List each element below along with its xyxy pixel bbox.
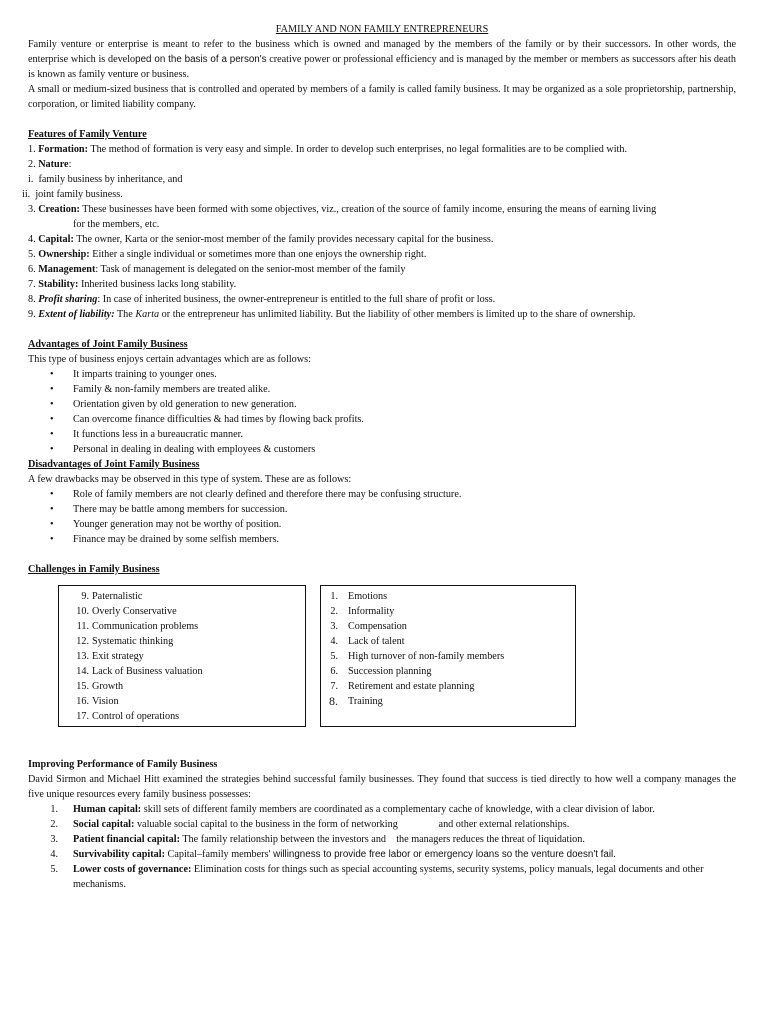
improving-heading: Improving Performance of Family Business: [28, 759, 218, 770]
feature-item: 9. Extent of liability: The Karta or the entrepreneur has unlimited liability. But the liability of other members is limited up to the share of ownership.: [28, 309, 636, 320]
challenge-item: 3. Compensation: [330, 621, 407, 632]
disadvantages-intro: A few drawbacks may be observed in this type of system. These are as follows:: [28, 474, 352, 485]
challenge-item: 12. Systematic thinking: [76, 636, 174, 647]
advantages-list: [28, 367, 736, 457]
challenges-boxes: [28, 585, 736, 727]
list-item: • It functions less in a bureaucratic manner.: [28, 427, 736, 442]
challenge-item: 11. Communication problems: [76, 621, 199, 632]
challenges-box-right: [320, 585, 576, 727]
challenge-item: 10. Overly Conservative: [76, 606, 177, 617]
feature-item: 5. Ownership: Either a single individual or sometimes more than one enjoys the ownership right.: [28, 249, 427, 260]
disadvantages-list: [28, 487, 736, 547]
list-item: • There may be battle among members for succession.: [28, 502, 736, 517]
disadvantages-heading: Disadvantages of Joint Family Business: [28, 459, 200, 470]
list-item: 1. Human capital: skill sets of different family members are coordinated as a complementary cache of knowledge, with a clear division of labor.: [50, 804, 655, 815]
feature-item: 3. Creation: These businesses have been formed with some objectives, viz., creation of the source of family income, ensuring the means of earning living: [28, 204, 657, 215]
challenge-item: 8. Training: [329, 694, 383, 708]
list-item: • Family & non-family members are treated alike.: [28, 382, 736, 397]
feature-item: 6. Management: Task of management is delegated on the senior-most member of the family: [28, 264, 406, 275]
feature-item: 2. Nature:: [28, 159, 72, 170]
list-item: • Can overcome finance difficulties & had times by flowing back profits.: [28, 412, 736, 427]
challenge-item: 2. Informality: [330, 606, 395, 617]
challenge-item: 1. Emotions: [330, 591, 388, 602]
page-title: FAMILY AND NON FAMILY ENTREPRENEURS: [275, 24, 489, 35]
intro-paragraph-1: [28, 37, 736, 82]
challenge-item: 4. Lack of talent: [330, 636, 405, 647]
challenge-item: 6. Succession planning: [330, 666, 432, 677]
improving-intro: David Sirmon and Michael Hitt examined the strategies behind successful family businesses. They found that success is tied directly to how well a company manages the five unique resources every family business possesses:: [28, 774, 736, 800]
challenges-heading: Challenges in Family Business: [28, 564, 160, 575]
improving-list: [28, 802, 736, 892]
challenge-item: 17. Control of operations: [76, 711, 180, 722]
challenges-box-left: [58, 585, 306, 727]
intro-paragraph-2: [28, 82, 736, 112]
document: [22, 22, 736, 892]
list-item: 3. Patient financial capital: The family relationship between the investors and the managers reduces the threat of liquidation.: [50, 834, 585, 845]
list-item: • Role of family members are not clearly defined and therefore there may be confusing structure.: [28, 487, 736, 502]
list-item: • Finance may be drained by some selfish members.: [28, 532, 736, 547]
advantages-intro: This type of business enjoys certain advantages which are as follows:: [28, 354, 311, 365]
intro-text-sans: ped on the basis of a person's: [135, 54, 267, 65]
list-item: 5. Lower costs of governance: Elimination costs for things such as special accounting systems, security systems, policy manuals, legal documents and other mechanisms.: [50, 864, 704, 890]
challenge-item: 7. Retirement and estate planning: [330, 681, 475, 692]
list-item: 4. Survivability capital: Capital–family members' willingness to provide free labor or emergency loans so the venture doesn't fail.: [50, 849, 616, 860]
list-item: 2. Social capital: valuable social capital to the business in the form of networking and other external relationships.: [50, 819, 570, 830]
advantages-heading: Advantages of Joint Family Business: [28, 339, 188, 350]
challenge-item: 16. Vision: [76, 696, 119, 707]
list-item: • Younger generation may not be worthy of position.: [28, 517, 736, 532]
feature-item-continuation: for the members, etc.: [73, 219, 160, 230]
intro-text: A small or medium-sized business that is controlled and operated by members of a family is called family business. It may be organized as a sole proprietorship, partnership, corporation, or limited liability company.: [28, 84, 736, 110]
challenge-item: 9. Paternalistic: [81, 591, 143, 602]
intro-text: creative power or professional efficiency and is managed by the member or members as successors after his death is known as family venture or business.: [28, 54, 736, 80]
intro-text: Family venture or enterprise is meant to refer to the business which is owned and managed by the members of the family or by their successors. In other words, the enterprise which is develo: [28, 39, 736, 65]
feature-item: 1. Formation: The method of formation is very easy and simple. In order to develop such enterprises, no legal formalities are to be complied with.: [28, 144, 628, 155]
feature-item: 4. Capital: The owner, Karta or the senior-most member of the family provides necessary capital for the business.: [28, 234, 494, 245]
challenge-item: 5. High turnover of non-family members: [330, 651, 505, 662]
feature-item: 8. Profit sharing: In case of inherited business, the owner-entrepreneur is entitled to the full share of profit or loss.: [28, 294, 496, 305]
list-item: • Personal in dealing in dealing with employees & customers: [28, 442, 736, 457]
nature-sub-item: ii. joint family business.: [22, 189, 123, 200]
features-heading: Features of Family Venture: [28, 129, 147, 140]
challenge-item: 14. Lack of Business valuation: [76, 666, 203, 677]
nature-sub-item: i. family business by inheritance, and: [28, 174, 183, 185]
challenge-item: 15. Growth: [76, 681, 124, 692]
feature-item: 7. Stability: Inherited business lacks long stability.: [28, 279, 237, 290]
list-item: • Orientation given by old generation to new generation.: [28, 397, 736, 412]
challenge-item: 13. Exit strategy: [76, 651, 144, 662]
list-item: • It imparts training to younger ones.: [28, 367, 736, 382]
